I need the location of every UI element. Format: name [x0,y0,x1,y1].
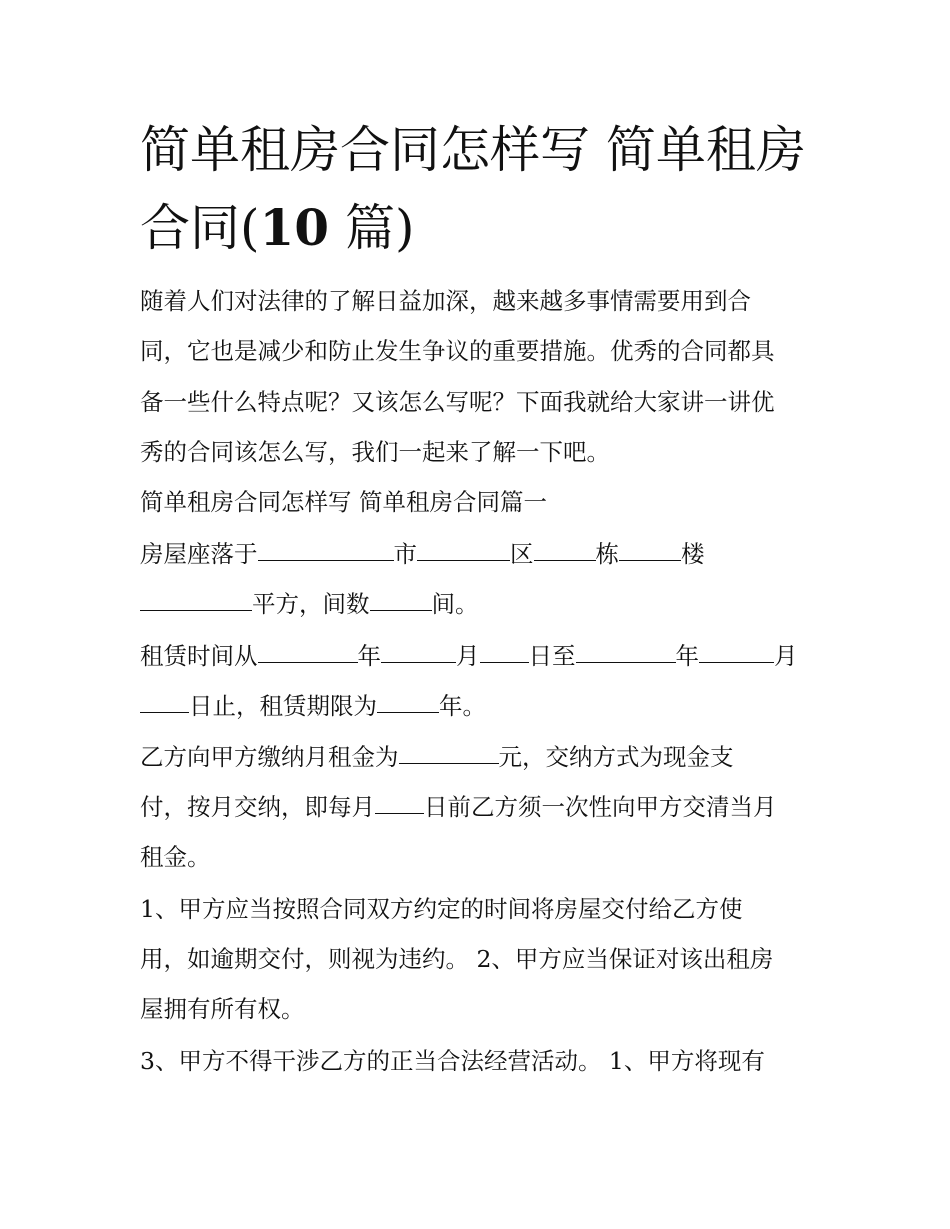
building-label: 栋 [595,540,619,568]
house-location-line-1 [140,529,705,580]
lease-from-label: 租赁时间从 [140,642,258,670]
lease-period-label: 日止，租赁期限为 [189,692,377,720]
end-year-blank [576,661,676,663]
payment-day-blank [375,812,424,814]
intro-line-2: 同，它也是减少和防止发生争议的重要措施。优秀的合同都具 [140,337,775,365]
payment-method-text: 元，交纳方式为现金支 [498,743,734,771]
start-day-label: 日至 [528,642,576,670]
intro-line-4: 秀的合同该怎么写，我们一起来了解一下吧。 [140,438,610,466]
house-location-label: 房屋座落于 [140,540,258,568]
clause-line-3: 屋拥有所有权。 [140,995,305,1023]
title-line-2-number: 10 [259,198,330,257]
end-month-blank [699,661,774,663]
clause-line-1: 1、甲方应当按照合同双方约定的时间将房屋交付给乙方使 [140,895,743,923]
end-year-label: 年 [675,642,699,670]
rent-line-2 [140,782,777,833]
district-blank [417,559,510,561]
floor-label: 楼 [681,540,705,568]
lease-term-line-1 [140,631,798,682]
rent-amount-blank [399,762,499,764]
area-blank [140,609,252,611]
payment-deadline-text: 日前乙方须一次性向甲方交清当月 [424,793,777,821]
start-month-label: 月 [456,642,480,670]
document-title [140,112,830,267]
floor-blank [619,559,681,561]
building-blank [534,559,596,561]
start-day-blank [480,661,529,663]
section-heading: 简单租房合同怎样写 简单租房合同篇一 [140,488,547,516]
intro-line-3: 备一些什么特点呢？又该怎么写呢？下面我就给大家讲一讲优 [140,388,775,416]
period-years-label: 年。 [439,692,486,720]
start-month-blank [381,661,456,663]
start-year-blank [258,661,358,663]
clause-line-4: 3、甲方不得干涉乙方的正当合法经营活动。 1、甲方将现有 [140,1047,765,1075]
intro-line-1: 随着人们对法律的了解日益加深，越来越多事情需要用到合 [140,287,751,315]
rent-line-3: 租金。 [140,843,211,871]
title-line-1: 简单租房合同怎样写 简单租房 [140,121,806,179]
house-location-line-2 [140,579,479,630]
rent-line-1 [140,732,734,783]
clause-line-2: 用，如逾期交付，则视为违约。 2、甲方应当保证对该出租房 [140,945,774,973]
title-line-2-suffix: 篇) [329,199,415,257]
district-label: 区 [510,540,534,568]
end-month-label: 月 [774,642,798,670]
lease-term-line-2 [140,681,486,732]
city-label: 市 [393,540,417,568]
monthly-payment-text: 付，按月交纳，即每月 [140,793,375,821]
monthly-rent-label: 乙方向甲方缴纳月租金为 [140,743,399,771]
rooms-blank [370,609,432,611]
title-line-2-prefix: 合同( [140,199,260,257]
city-blank [258,559,394,561]
end-day-blank [140,711,189,713]
start-year-label: 年 [357,642,381,670]
rooms-label: 间。 [431,590,479,618]
area-label: 平方，间数 [252,590,370,618]
period-years-blank [377,711,439,713]
